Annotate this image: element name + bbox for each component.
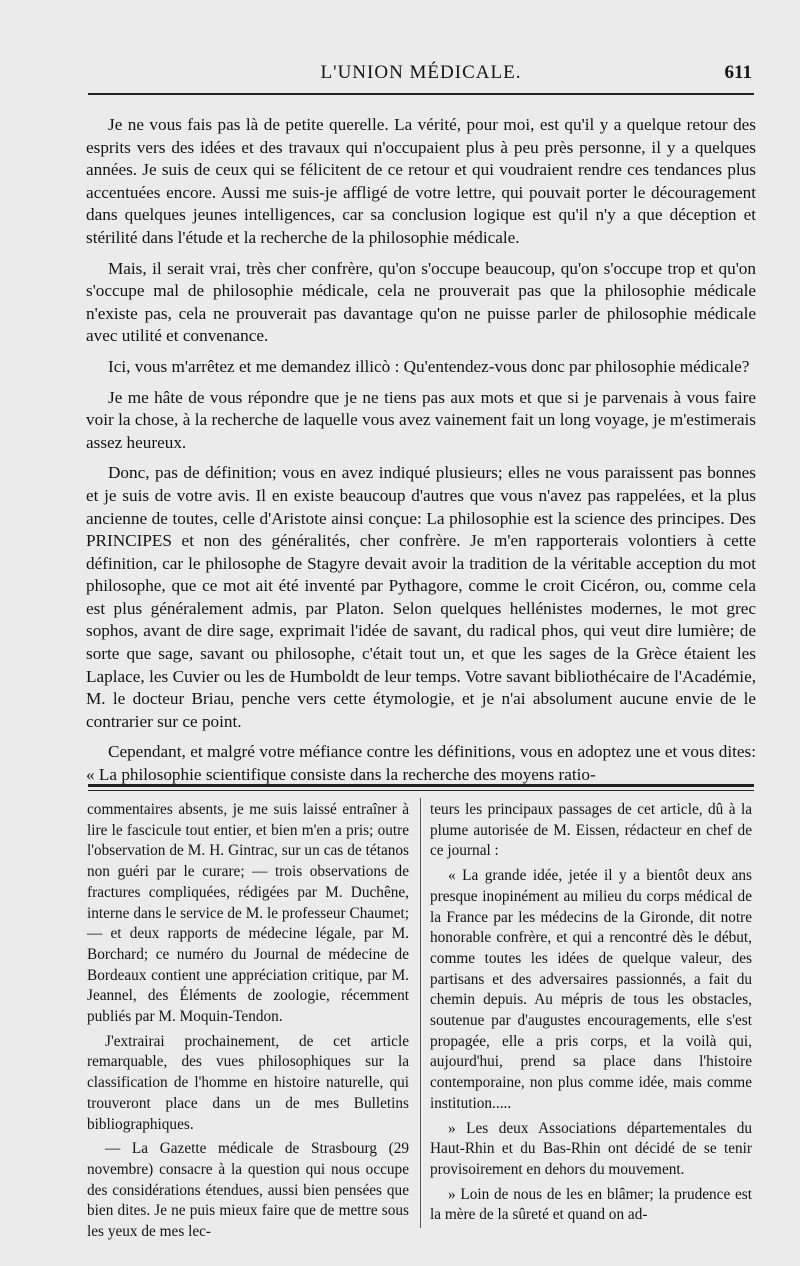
main-paragraph: Je ne vous fais pas là de petite querelle. La vérité, pour moi, est qu'il y a quelque retour des esprits vers des idées et des travaux qui n'occupaient plus à peu près personne, il y a quelques années. Je suis de ceux qui se félicitent de ce retour et qui voudraient rendre ces tendances plus accentuées encore. Aussi me suis-je affligé de votre lettre, qui pouvait porter le découragement dans quelques jeunes intelligences, car sa conclusion logique est qu'il n'y a que déception et stérilité dans l'étude et la recherche de la philosophie médicale. [86,115,756,247]
column-paragraph: « La grande idée, jetée il y a bientôt deux ans presque inopinément au milieu du corps médical de la France par les médecins de la Gironde, dit notre honorable confrère, et qui a rencontré dès le début, comme toutes les idées de quelque valeur, des partisans et des adversaires passionnés, a fait du chemin depuis. Au mépris de tous les obstacles, soutenue par d'augustes encouragements, elle s'est propagée, elle a pris corps, et la voilà qui, aujourd'hui, prend sa place dans l'histoire contemporaine, non plus comme idée, mais comme institution..... [430,867,752,1112]
header-rule [88,93,754,95]
section-double-rule [88,784,754,791]
left-column [87,800,409,1247]
column-paragraph: commentaires absents, je me suis laissé entraîner à lire le fascicule tout entier, et bien m'en a pris; outre l'observation de M. H. Gintrac, sur un cas de tétanos non guéri par le curare; — trois observations de fractures compliquées, rédigées par M. Duchêne, interne dans le service de M. le professeur Chaumet; — et deux rapports de médecine légale, par M. Borchard; ce numéro du Journal de médecine de Bordeaux contient une appréciation critique, par M. Jeannel, des Éléments de zoologie, récemment publiés par M. Moquin-Tendon. [87,801,409,1026]
page-number: 611 [724,62,752,83]
column-paragraph: — La Gazette médicale de Strasbourg (29 novembre) consacre à la question qui nous occupe des considérations étendues, aussi bien pensées que bien dites. Je ne puis mieux faire que de mettre sous les yeux de mes lec- [87,1140,409,1241]
main-text-block [86,114,756,795]
main-paragraph: Donc, pas de définition; vous en avez indiqué plusieurs; elles ne vous paraissent pas bonnes et je suis de votre avis. Il en existe beaucoup d'autres que vous n'avez pas rappelées, et la plus ancienne de toutes, celle d'Aristote ainsi conçue: La philosophie est la science des principes. Des PRINCIPES et non des généralités, cher confrère. Je m'en rapporterais volontiers à cette définition, car le philosophe de Stagyre devait avoir la tradition de la véritable acception du mot philosophe, que ce mot ait été inventé par Pythagore, comme le croit Cicéron, ou, comme cela est plus généralement admis, par Platon. Selon quelques hellénistes modernes, le mot grec sophos, avant de dire sage, exprimait l'idée de savant, du radical phos, qui veut dire lumière; de sorte que sage, savant ou philosophe, c'était tout un, et que les sages de la Grèce étaient les Laplace, les Cuvier ou les de Humboldt de leur temps. Votre savant bibliothécaire de l'Académie, M. le docteur Briau, penche vers cette étymologie, et je n'ai absolument aucune envie de le contrarier sur ce point. [86,463,756,731]
column-paragraph: » Loin de nous de les en blâmer; la prudence est la mère de la sûreté et quand on ad- [430,1185,752,1224]
column-paragraph: » Les deux Associations départementales du Haut-Rhin et du Bas-Rhin ont décidé de se tenir provisoirement en dehors du mouvement. [430,1119,752,1178]
column-divider [420,798,421,1228]
right-column [430,800,752,1230]
main-paragraph: Ici, vous m'arrêtez et me demandez illicò : Qu'entendez-vous donc par philosophie médicale? [108,356,750,376]
main-paragraph: Cependant, et malgré votre méfiance contre les définitions, vous en adoptez une et vous dites: « La philosophie scientifique consiste dans la recherche des moyens ratio- [86,742,756,785]
main-paragraph: Je me hâte de vous répondre que je ne tiens pas aux mots et que si je parvenais à vous faire voir la chose, à la recherche de laquelle vous avez vainement fait un long voyage, je m'estimerais assez heureux. [86,387,756,452]
column-paragraph: J'extrairai prochainement, de cet article remarquable, des vues philosophiques sur la classification de l'homme en histoire naturelle, qui trouveront place dans un de mes Bulletins bibliographiques. [87,1032,409,1133]
column-paragraph: teurs les principaux passages de cet article, dû à la plume autorisée de M. Eissen, rédacteur en chef de ce journal : [430,801,752,860]
journal-title: L'UNION MÉDICALE. [320,62,522,83]
running-header [88,62,754,90]
main-paragraph: Mais, il serait vrai, très cher confrère, qu'on s'occupe beaucoup, qu'on s'occupe trop et qu'on s'occupe mal de philosophie médicale, cela ne prouverait pas que la philosophie médicale n'existe pas, cela ne prouverait pas davantage qu'on ne puisse parler de philosophie médicale avec utilité et convenance. [86,258,756,346]
